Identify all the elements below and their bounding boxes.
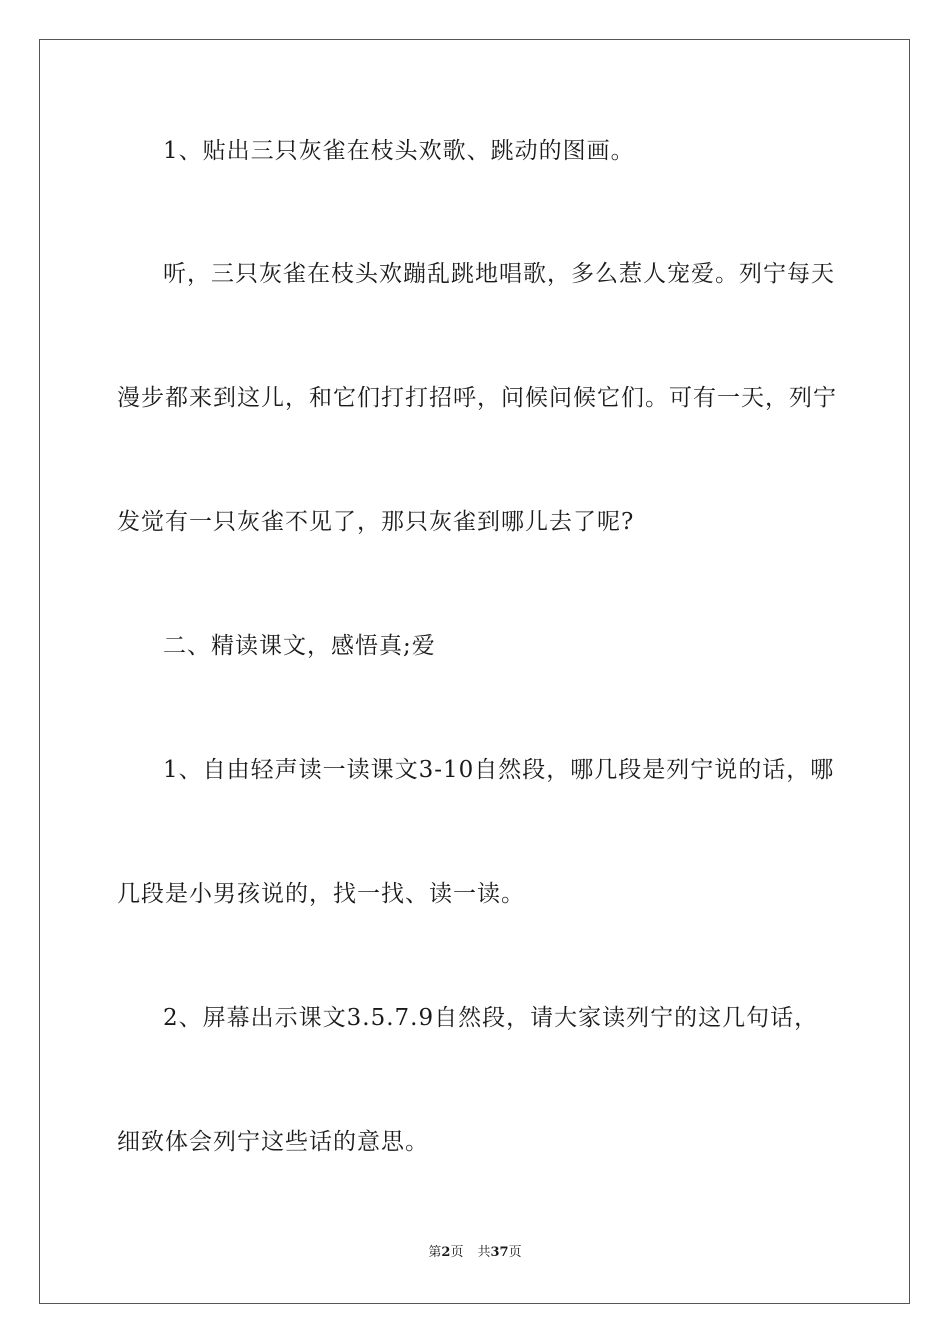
paragraph-4-line-2: 几段是小男孩说的，找一找、读一读。 <box>117 881 525 907</box>
paragraph-5-line-1: 2、屏幕出示课文3.5.7.9自然段，请大家读列宁的这几句话， <box>163 1005 819 1031</box>
page-prefix: 第 <box>428 1245 442 1260</box>
page-border <box>39 39 910 1304</box>
paragraph-1-line-1: 1、贴出三只灰雀在枝头欢歌、跳动的图画。 <box>163 138 635 164</box>
paragraph-5-line-2: 细致体会列宁这些话的意思。 <box>117 1129 429 1155</box>
paragraph-2-line-2: 漫步都来到这儿，和它们打打招呼，问候问候它们。可有一天，列宁 <box>117 385 837 411</box>
page-number: 2 <box>441 1245 451 1260</box>
paragraph-4-line-1: 1、自由轻声读一读课文3-10自然段，哪几段是列宁说的话，哪 <box>163 757 835 783</box>
total-suffix: 页 <box>508 1245 522 1260</box>
paragraph-2-line-1: 听，三只灰雀在枝头欢蹦乱跳地唱歌，多么惹人宠爱。列宁每天 <box>163 261 835 287</box>
total-prefix: 共 <box>477 1245 491 1260</box>
page-footer <box>0 1244 950 1262</box>
section-heading: 二、精读课文，感悟真;爱 <box>163 633 436 659</box>
total-pages: 37 <box>490 1245 509 1260</box>
page-suffix: 页 <box>450 1245 464 1260</box>
paragraph-2-line-3: 发觉有一只灰雀不见了，那只灰雀到哪儿去了呢? <box>117 509 635 535</box>
